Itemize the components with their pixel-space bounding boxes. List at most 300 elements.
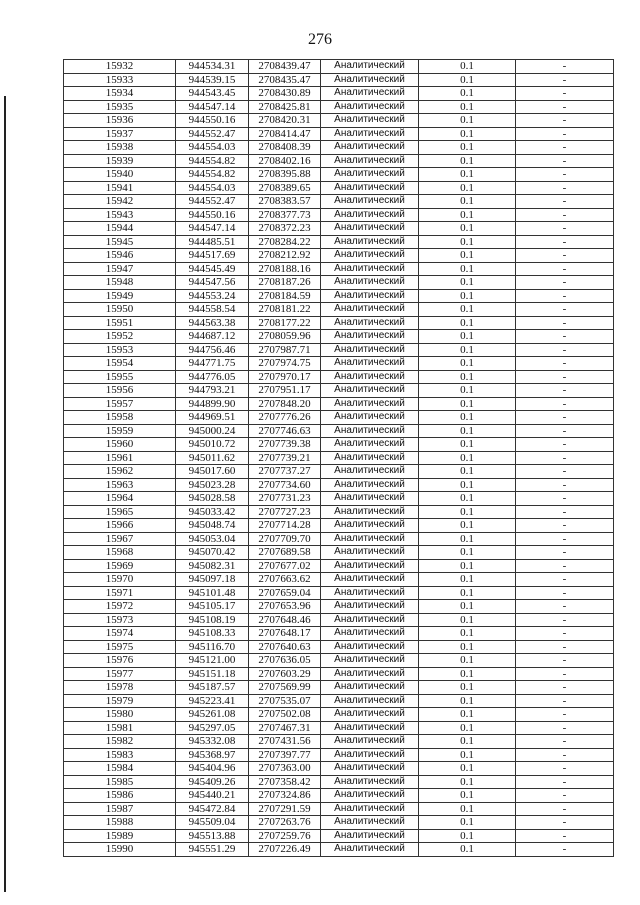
method-cell: Аналитический [321, 613, 419, 627]
note-cell: - [516, 519, 614, 533]
point-number-cell: 15971 [64, 586, 176, 600]
method-cell: Аналитический [321, 154, 419, 168]
method-cell: Аналитический [321, 546, 419, 560]
point-number-cell: 15977 [64, 667, 176, 681]
method-cell: Аналитический [321, 573, 419, 587]
method-cell: Аналитический [321, 424, 419, 438]
x-coordinate-cell: 945409.26 [176, 775, 249, 789]
y-coordinate-cell: 2708059.96 [249, 330, 321, 344]
point-number-cell: 15954 [64, 357, 176, 371]
x-coordinate-cell: 945509.04 [176, 816, 249, 830]
method-cell: Аналитический [321, 708, 419, 722]
table-row [64, 667, 614, 681]
table-row [64, 424, 614, 438]
note-cell: - [516, 802, 614, 816]
y-coordinate-cell: 2707259.76 [249, 829, 321, 843]
y-coordinate-cell: 2707737.27 [249, 465, 321, 479]
note-cell: - [516, 114, 614, 128]
y-coordinate-cell: 2707431.56 [249, 735, 321, 749]
x-coordinate-cell: 945097.18 [176, 573, 249, 587]
table-row [64, 384, 614, 398]
x-coordinate-cell: 945108.19 [176, 613, 249, 627]
note-cell: - [516, 411, 614, 425]
accuracy-cell: 0.1 [419, 154, 516, 168]
accuracy-cell: 0.1 [419, 384, 516, 398]
table-row [64, 721, 614, 735]
y-coordinate-cell: 2707970.17 [249, 370, 321, 384]
method-cell: Аналитический [321, 276, 419, 290]
y-coordinate-cell: 2708402.16 [249, 154, 321, 168]
method-cell: Аналитический [321, 168, 419, 182]
y-coordinate-cell: 2707263.76 [249, 816, 321, 830]
note-cell: - [516, 532, 614, 546]
y-coordinate-cell: 2707636.05 [249, 654, 321, 668]
note-cell: - [516, 816, 614, 830]
accuracy-cell: 0.1 [419, 330, 516, 344]
y-coordinate-cell: 2708372.23 [249, 222, 321, 236]
table-row [64, 829, 614, 843]
table-row [64, 141, 614, 155]
note-cell: - [516, 235, 614, 249]
x-coordinate-cell: 944547.14 [176, 100, 249, 114]
accuracy-cell: 0.1 [419, 762, 516, 776]
note-cell: - [516, 546, 614, 560]
note-cell: - [516, 100, 614, 114]
note-cell: - [516, 775, 614, 789]
method-cell: Аналитический [321, 303, 419, 317]
table-row [64, 694, 614, 708]
accuracy-cell: 0.1 [419, 829, 516, 843]
accuracy-cell: 0.1 [419, 843, 516, 857]
note-cell: - [516, 573, 614, 587]
x-coordinate-cell: 944543.45 [176, 87, 249, 101]
point-number-cell: 15952 [64, 330, 176, 344]
point-number-cell: 15939 [64, 154, 176, 168]
accuracy-cell: 0.1 [419, 141, 516, 155]
x-coordinate-cell: 945101.48 [176, 586, 249, 600]
x-coordinate-cell: 944793.21 [176, 384, 249, 398]
table-row [64, 519, 614, 533]
y-coordinate-cell: 2708284.22 [249, 235, 321, 249]
note-cell: - [516, 316, 614, 330]
table-row [64, 627, 614, 641]
y-coordinate-cell: 2707848.20 [249, 397, 321, 411]
method-cell: Аналитический [321, 195, 419, 209]
x-coordinate-cell: 945404.96 [176, 762, 249, 776]
table-row [64, 154, 614, 168]
accuracy-cell: 0.1 [419, 775, 516, 789]
y-coordinate-cell: 2708383.57 [249, 195, 321, 209]
note-cell: - [516, 492, 614, 506]
point-number-cell: 15941 [64, 181, 176, 195]
x-coordinate-cell: 944554.82 [176, 154, 249, 168]
point-number-cell: 15980 [64, 708, 176, 722]
points-table [63, 59, 614, 857]
point-number-cell: 15935 [64, 100, 176, 114]
point-number-cell: 15948 [64, 276, 176, 290]
method-cell: Аналитический [321, 829, 419, 843]
x-coordinate-cell: 944969.51 [176, 411, 249, 425]
accuracy-cell: 0.1 [419, 802, 516, 816]
note-cell: - [516, 600, 614, 614]
table-row [64, 546, 614, 560]
point-number-cell: 15936 [64, 114, 176, 128]
table-row [64, 708, 614, 722]
note-cell: - [516, 505, 614, 519]
accuracy-cell: 0.1 [419, 600, 516, 614]
x-coordinate-cell: 945053.04 [176, 532, 249, 546]
x-coordinate-cell: 944899.90 [176, 397, 249, 411]
note-cell: - [516, 397, 614, 411]
table-row [64, 181, 614, 195]
point-number-cell: 15987 [64, 802, 176, 816]
point-number-cell: 15969 [64, 559, 176, 573]
note-cell: - [516, 748, 614, 762]
method-cell: Аналитический [321, 60, 419, 74]
method-cell: Аналитический [321, 681, 419, 695]
point-number-cell: 15973 [64, 613, 176, 627]
point-number-cell: 15974 [64, 627, 176, 641]
y-coordinate-cell: 2707689.58 [249, 546, 321, 560]
point-number-cell: 15979 [64, 694, 176, 708]
y-coordinate-cell: 2707397.77 [249, 748, 321, 762]
accuracy-cell: 0.1 [419, 816, 516, 830]
note-cell: - [516, 654, 614, 668]
note-cell: - [516, 330, 614, 344]
note-cell: - [516, 127, 614, 141]
table-row [64, 262, 614, 276]
point-number-cell: 15966 [64, 519, 176, 533]
accuracy-cell: 0.1 [419, 519, 516, 533]
note-cell: - [516, 60, 614, 74]
y-coordinate-cell: 2707714.28 [249, 519, 321, 533]
x-coordinate-cell: 944554.03 [176, 181, 249, 195]
accuracy-cell: 0.1 [419, 492, 516, 506]
x-coordinate-cell: 945028.58 [176, 492, 249, 506]
point-number-cell: 15981 [64, 721, 176, 735]
note-cell: - [516, 667, 614, 681]
accuracy-cell: 0.1 [419, 303, 516, 317]
table-row [64, 789, 614, 803]
point-number-cell: 15968 [64, 546, 176, 560]
accuracy-cell: 0.1 [419, 789, 516, 803]
note-cell: - [516, 343, 614, 357]
y-coordinate-cell: 2708435.47 [249, 73, 321, 87]
table-row [64, 573, 614, 587]
x-coordinate-cell: 945108.33 [176, 627, 249, 641]
table-row [64, 775, 614, 789]
point-number-cell: 15963 [64, 478, 176, 492]
point-number-cell: 15950 [64, 303, 176, 317]
point-number-cell: 15953 [64, 343, 176, 357]
method-cell: Аналитический [321, 208, 419, 222]
x-coordinate-cell: 944545.49 [176, 262, 249, 276]
note-cell: - [516, 303, 614, 317]
method-cell: Аналитический [321, 735, 419, 749]
x-coordinate-cell: 945440.21 [176, 789, 249, 803]
x-coordinate-cell: 945010.72 [176, 438, 249, 452]
note-cell: - [516, 276, 614, 290]
accuracy-cell: 0.1 [419, 640, 516, 654]
note-cell: - [516, 789, 614, 803]
note-cell: - [516, 762, 614, 776]
note-cell: - [516, 73, 614, 87]
x-coordinate-cell: 944558.54 [176, 303, 249, 317]
point-number-cell: 15944 [64, 222, 176, 236]
point-number-cell: 15957 [64, 397, 176, 411]
y-coordinate-cell: 2708420.31 [249, 114, 321, 128]
note-cell: - [516, 249, 614, 263]
table-row [64, 276, 614, 290]
y-coordinate-cell: 2707502.08 [249, 708, 321, 722]
accuracy-cell: 0.1 [419, 735, 516, 749]
x-coordinate-cell: 945332.08 [176, 735, 249, 749]
x-coordinate-cell: 944550.16 [176, 114, 249, 128]
point-number-cell: 15956 [64, 384, 176, 398]
table-row [64, 613, 614, 627]
table-row [64, 343, 614, 357]
note-cell: - [516, 829, 614, 843]
accuracy-cell: 0.1 [419, 748, 516, 762]
note-cell: - [516, 451, 614, 465]
method-cell: Аналитический [321, 73, 419, 87]
method-cell: Аналитический [321, 181, 419, 195]
x-coordinate-cell: 944554.03 [176, 141, 249, 155]
method-cell: Аналитический [321, 843, 419, 857]
method-cell: Аналитический [321, 100, 419, 114]
accuracy-cell: 0.1 [419, 532, 516, 546]
table-row [64, 73, 614, 87]
method-cell: Аналитический [321, 694, 419, 708]
point-number-cell: 15945 [64, 235, 176, 249]
method-cell: Аналитический [321, 343, 419, 357]
method-cell: Аналитический [321, 357, 419, 371]
y-coordinate-cell: 2708184.59 [249, 289, 321, 303]
note-cell: - [516, 357, 614, 371]
point-number-cell: 15946 [64, 249, 176, 263]
note-cell: - [516, 613, 614, 627]
x-coordinate-cell: 945513.88 [176, 829, 249, 843]
accuracy-cell: 0.1 [419, 681, 516, 695]
method-cell: Аналитический [321, 289, 419, 303]
note-cell: - [516, 222, 614, 236]
y-coordinate-cell: 2707659.04 [249, 586, 321, 600]
note-cell: - [516, 721, 614, 735]
note-cell: - [516, 559, 614, 573]
method-cell: Аналитический [321, 370, 419, 384]
margin-rule [4, 96, 6, 892]
accuracy-cell: 0.1 [419, 654, 516, 668]
method-cell: Аналитический [321, 654, 419, 668]
table-row [64, 532, 614, 546]
table-row [64, 235, 614, 249]
method-cell: Аналитический [321, 330, 419, 344]
x-coordinate-cell: 945070.42 [176, 546, 249, 560]
x-coordinate-cell: 944534.31 [176, 60, 249, 74]
method-cell: Аналитический [321, 114, 419, 128]
point-number-cell: 15988 [64, 816, 176, 830]
accuracy-cell: 0.1 [419, 451, 516, 465]
table-row [64, 168, 614, 182]
method-cell: Аналитический [321, 222, 419, 236]
note-cell: - [516, 843, 614, 857]
x-coordinate-cell: 945151.18 [176, 667, 249, 681]
y-coordinate-cell: 2708377.73 [249, 208, 321, 222]
accuracy-cell: 0.1 [419, 573, 516, 587]
accuracy-cell: 0.1 [419, 559, 516, 573]
accuracy-cell: 0.1 [419, 357, 516, 371]
table-row [64, 357, 614, 371]
y-coordinate-cell: 2708389.65 [249, 181, 321, 195]
note-cell: - [516, 141, 614, 155]
y-coordinate-cell: 2708188.16 [249, 262, 321, 276]
method-cell: Аналитический [321, 397, 419, 411]
note-cell: - [516, 208, 614, 222]
table-row [64, 127, 614, 141]
y-coordinate-cell: 2707739.38 [249, 438, 321, 452]
table-row [64, 640, 614, 654]
note-cell: - [516, 465, 614, 479]
note-cell: - [516, 181, 614, 195]
method-cell: Аналитический [321, 411, 419, 425]
accuracy-cell: 0.1 [419, 411, 516, 425]
method-cell: Аналитический [321, 640, 419, 654]
y-coordinate-cell: 2708439.47 [249, 60, 321, 74]
point-number-cell: 15972 [64, 600, 176, 614]
x-coordinate-cell: 945082.31 [176, 559, 249, 573]
table-row [64, 195, 614, 209]
point-number-cell: 15933 [64, 73, 176, 87]
y-coordinate-cell: 2708425.81 [249, 100, 321, 114]
accuracy-cell: 0.1 [419, 276, 516, 290]
method-cell: Аналитический [321, 384, 419, 398]
y-coordinate-cell: 2708408.39 [249, 141, 321, 155]
y-coordinate-cell: 2707467.31 [249, 721, 321, 735]
point-number-cell: 15949 [64, 289, 176, 303]
note-cell: - [516, 168, 614, 182]
y-coordinate-cell: 2707640.63 [249, 640, 321, 654]
table-row [64, 816, 614, 830]
method-cell: Аналитический [321, 789, 419, 803]
method-cell: Аналитический [321, 667, 419, 681]
point-number-cell: 15932 [64, 60, 176, 74]
accuracy-cell: 0.1 [419, 465, 516, 479]
point-number-cell: 15985 [64, 775, 176, 789]
accuracy-cell: 0.1 [419, 586, 516, 600]
accuracy-cell: 0.1 [419, 60, 516, 74]
table-row [64, 114, 614, 128]
point-number-cell: 15961 [64, 451, 176, 465]
method-cell: Аналитический [321, 627, 419, 641]
note-cell: - [516, 262, 614, 276]
method-cell: Аналитический [321, 478, 419, 492]
method-cell: Аналитический [321, 465, 419, 479]
accuracy-cell: 0.1 [419, 249, 516, 263]
note-cell: - [516, 708, 614, 722]
method-cell: Аналитический [321, 600, 419, 614]
note-cell: - [516, 694, 614, 708]
point-number-cell: 15964 [64, 492, 176, 506]
point-number-cell: 15955 [64, 370, 176, 384]
table-row [64, 397, 614, 411]
method-cell: Аналитический [321, 262, 419, 276]
method-cell: Аналитический [321, 586, 419, 600]
accuracy-cell: 0.1 [419, 505, 516, 519]
table-row [64, 303, 614, 317]
x-coordinate-cell: 944756.46 [176, 343, 249, 357]
method-cell: Аналитический [321, 249, 419, 263]
x-coordinate-cell: 944550.16 [176, 208, 249, 222]
table-row [64, 559, 614, 573]
table-row [64, 478, 614, 492]
note-cell: - [516, 87, 614, 101]
y-coordinate-cell: 2707569.99 [249, 681, 321, 695]
x-coordinate-cell: 944517.69 [176, 249, 249, 263]
note-cell: - [516, 586, 614, 600]
table-row [64, 370, 614, 384]
x-coordinate-cell: 945261.08 [176, 708, 249, 722]
point-number-cell: 15976 [64, 654, 176, 668]
point-number-cell: 15965 [64, 505, 176, 519]
y-coordinate-cell: 2707363.00 [249, 762, 321, 776]
x-coordinate-cell: 945121.00 [176, 654, 249, 668]
x-coordinate-cell: 945472.84 [176, 802, 249, 816]
x-coordinate-cell: 945017.60 [176, 465, 249, 479]
point-number-cell: 15938 [64, 141, 176, 155]
point-number-cell: 15970 [64, 573, 176, 587]
accuracy-cell: 0.1 [419, 114, 516, 128]
y-coordinate-cell: 2708212.92 [249, 249, 321, 263]
x-coordinate-cell: 945105.17 [176, 600, 249, 614]
method-cell: Аналитический [321, 141, 419, 155]
note-cell: - [516, 478, 614, 492]
point-number-cell: 15958 [64, 411, 176, 425]
x-coordinate-cell: 945368.97 [176, 748, 249, 762]
y-coordinate-cell: 2707663.62 [249, 573, 321, 587]
point-number-cell: 15967 [64, 532, 176, 546]
table-row [64, 600, 614, 614]
y-coordinate-cell: 2707291.59 [249, 802, 321, 816]
point-number-cell: 15947 [64, 262, 176, 276]
table-row [64, 60, 614, 74]
point-number-cell: 15975 [64, 640, 176, 654]
x-coordinate-cell: 945297.05 [176, 721, 249, 735]
note-cell: - [516, 370, 614, 384]
x-coordinate-cell: 944552.47 [176, 127, 249, 141]
table-row [64, 654, 614, 668]
x-coordinate-cell: 944539.15 [176, 73, 249, 87]
note-cell: - [516, 627, 614, 641]
point-number-cell: 15986 [64, 789, 176, 803]
x-coordinate-cell: 945187.57 [176, 681, 249, 695]
x-coordinate-cell: 945223.41 [176, 694, 249, 708]
x-coordinate-cell: 944547.14 [176, 222, 249, 236]
accuracy-cell: 0.1 [419, 222, 516, 236]
table-row [64, 222, 614, 236]
method-cell: Аналитический [321, 775, 419, 789]
y-coordinate-cell: 2707974.75 [249, 357, 321, 371]
table-row [64, 208, 614, 222]
x-coordinate-cell: 945023.28 [176, 478, 249, 492]
method-cell: Аналитический [321, 235, 419, 249]
y-coordinate-cell: 2707776.26 [249, 411, 321, 425]
accuracy-cell: 0.1 [419, 195, 516, 209]
point-number-cell: 15989 [64, 829, 176, 843]
accuracy-cell: 0.1 [419, 546, 516, 560]
x-coordinate-cell: 944776.05 [176, 370, 249, 384]
method-cell: Аналитический [321, 87, 419, 101]
method-cell: Аналитический [321, 519, 419, 533]
